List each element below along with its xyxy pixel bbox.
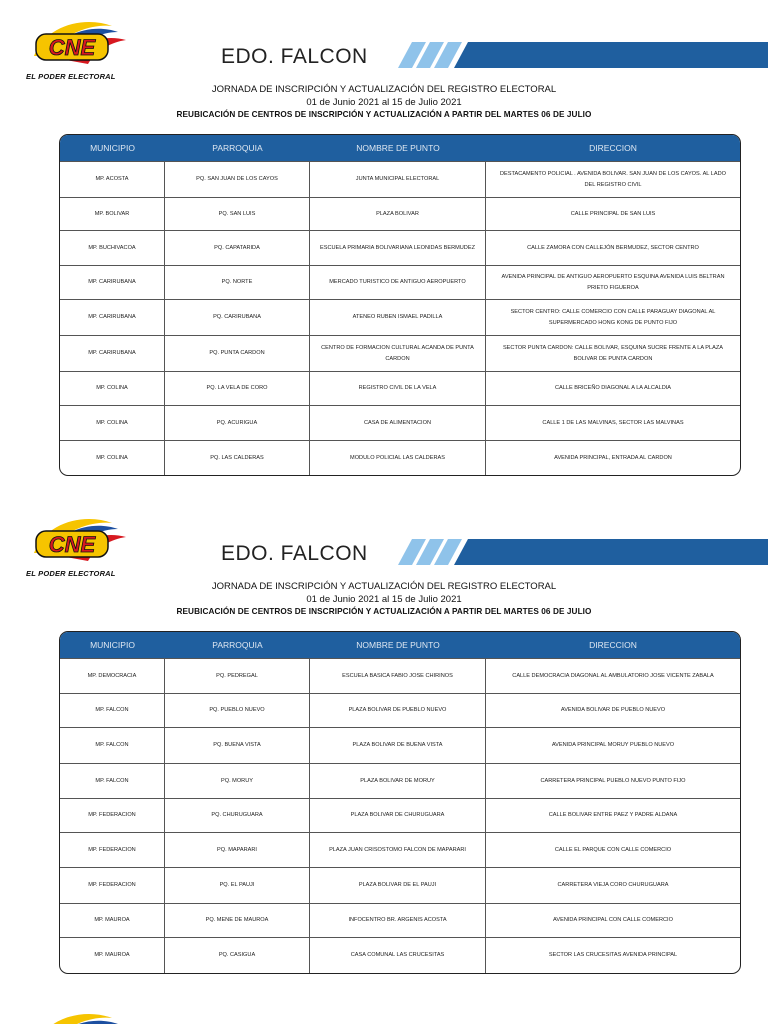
cell-municipio: MP. FEDERACION xyxy=(60,868,165,903)
cell-municipio: MP. CARIRUBANA xyxy=(60,300,165,335)
cell-parroquia: PQ. NORTE xyxy=(165,266,310,299)
cell-parroquia: PQ. PUNTA CARDON xyxy=(165,336,310,371)
cell-municipio: MP. FEDERACION xyxy=(60,799,165,832)
cell-municipio: MP. MAUROA xyxy=(60,938,165,973)
table-row xyxy=(60,658,740,693)
col-direccion: DIRECCION xyxy=(589,143,637,153)
relocation-notice: REUBICACIÓN DE CENTROS DE INSCRIPCIÓN Y ACTUALIZACIÓN A PARTIR DEL MARTES 06 DE JULIO xyxy=(176,110,592,119)
cell-direccion: CALLE BRICEÑO DIAGONAL A LA ALCALDIA xyxy=(554,385,672,391)
cell-punto: PLAZA JUAN CRISOSTOMO FALCON DE MAPARARI xyxy=(310,833,486,867)
cell-municipio: MP. FALCON xyxy=(60,694,165,727)
cell-direccion: CARRETERA PRINCIPAL PUEBLO NUEVO PUNTO FIJO xyxy=(540,777,686,784)
cell-parroquia: PQ. BUENA VISTA xyxy=(165,728,310,763)
table-row xyxy=(60,230,740,265)
cell-direccion: AVENIDA PRINCIPAL CON CALLE COMERCIO xyxy=(553,917,673,923)
cell-punto: PLAZA BOLIVAR DE BUENA VISTA xyxy=(310,728,486,763)
cell-direccion: AVENIDA PRINCIPAL MORUY PUEBLO NUEVO xyxy=(551,742,675,748)
table-row xyxy=(60,693,740,727)
cell-parroquia: PQ. MORUY xyxy=(165,764,310,798)
cell-parroquia: PQ. PEDREGAL xyxy=(165,659,310,693)
cne-logo-mark xyxy=(26,16,136,68)
header-stripes xyxy=(398,539,768,565)
document-page-1 xyxy=(0,0,768,497)
doc-heading: JORNADA DE INSCRIPCIÓN Y ACTUALIZACIÓN DEL REGISTRO ELECTORAL xyxy=(211,84,557,95)
table-row xyxy=(60,335,740,371)
cell-municipio: MP. FEDERACION xyxy=(60,833,165,867)
next-page-logo-fragment xyxy=(26,1008,136,1024)
state-title: EDO. FALCON xyxy=(221,45,368,68)
cell-punto: JUNTA MUNICIPAL ELECTORAL xyxy=(310,162,486,197)
cell-municipio: MP. BOLIVAR xyxy=(60,198,165,230)
cell-direccion: SECTOR LAS CRUCESITAS AVENIDA PRINCIPAL xyxy=(548,952,678,958)
cell-parroquia: PQ. SAN LUIS xyxy=(165,198,310,230)
date-range: 01 de Junio 2021 al 15 de Julio 2021 xyxy=(306,594,462,605)
cell-punto: PLAZA BOLIVAR DE CHURUGUARA xyxy=(310,799,486,832)
cell-municipio: MP. MAUROA xyxy=(60,904,165,937)
cell-direccion: SECTOR CENTRO: CALLE COMERCIO CON CALLE PARAGUAY DIAGONAL AL SUPERMERCADO HONG KONG DE PUNTO FIJO xyxy=(510,308,716,326)
cell-parroquia: PQ. LAS CALDERAS xyxy=(165,441,310,475)
cell-municipio: MP. FALCON xyxy=(60,728,165,763)
col-nombre-punto: NOMBRE DE PUNTO xyxy=(356,640,440,650)
cell-municipio: MP. BUCHIVACOA xyxy=(60,231,165,265)
table-row xyxy=(60,763,740,798)
cell-punto: INFOCENTRO BR. ARGENIS ACOSTA xyxy=(310,904,486,937)
relocation-notice: REUBICACIÓN DE CENTROS DE INSCRIPCIÓN Y ACTUALIZACIÓN A PARTIR DEL MARTES 06 DE JULIO xyxy=(176,607,592,616)
cell-direccion: DESTACAMENTO POLICIAL . AVENIDA BOLIVAR. SAN JUAN DE LOS CAYOS. AL LADO DEL REGISTRO CIVIL xyxy=(500,170,726,188)
cne-logo xyxy=(26,16,136,86)
cell-parroquia: PQ. EL PAUJI xyxy=(165,868,310,903)
col-municipio: MUNICIPIO xyxy=(90,640,135,650)
cell-punto: PLAZA BOLIVAR DE MORUY xyxy=(310,764,486,798)
table-row xyxy=(60,299,740,335)
cell-direccion: CALLE PRINCIPAL DE SAN LUIS xyxy=(570,210,656,217)
table-row xyxy=(60,867,740,903)
svg-text:CNE: CNE xyxy=(48,35,96,60)
header-stripes xyxy=(398,42,768,68)
cell-punto: PLAZA BOLIVAR DE EL PAUJI xyxy=(310,868,486,903)
cell-municipio: MP. CARIRUBANA xyxy=(60,336,165,371)
table-row xyxy=(60,161,740,197)
cell-parroquia: PQ. PUEBLO NUEVO xyxy=(165,694,310,727)
cell-parroquia: PQ. ACURIGUA xyxy=(165,406,310,440)
centers-table xyxy=(59,631,741,974)
date-range: 01 de Junio 2021 al 15 de Julio 2021 xyxy=(306,97,462,108)
cell-parroquia: PQ. LA VELA DE CORO xyxy=(165,372,310,405)
table-row xyxy=(60,903,740,937)
logo-tagline: EL PODER ELECTORAL xyxy=(26,72,116,81)
cell-direccion: AVENIDA BOLIVAR DE PUEBLO NUEVO xyxy=(560,707,666,713)
table-row xyxy=(60,265,740,299)
cell-parroquia: PQ. CASIGUA xyxy=(165,938,310,973)
cell-direccion: CALLE EL PARQUE CON CALLE COMERCIO xyxy=(554,846,672,853)
cell-direccion: CALLE DEMOCRACIA DIAGONAL AL AMBULATORIO JOSE VICENTE ZABALA xyxy=(512,672,714,679)
cell-punto: MODULO POLICIAL LAS CALDERAS xyxy=(310,441,486,475)
cne-logo xyxy=(26,513,136,583)
col-direccion: DIRECCION xyxy=(589,640,637,650)
table-row xyxy=(60,727,740,763)
cell-direccion: CALLE ZAMORA CON CALLEJÓN BERMUDEZ, SECTOR CENTRO xyxy=(527,244,699,251)
cell-punto: CASA COMUNAL LAS CRUCESITAS xyxy=(310,938,486,973)
logo-tagline: EL PODER ELECTORAL xyxy=(26,569,116,578)
col-parroquia: PARROQUIA xyxy=(212,640,263,650)
table-header xyxy=(60,135,740,161)
col-parroquia: PARROQUIA xyxy=(212,143,263,153)
cell-punto: MERCADO TURISTICO DE ANTIGUO AEROPUERTO xyxy=(310,266,486,299)
cne-logo-mark xyxy=(26,513,136,565)
table-row xyxy=(60,440,740,475)
cell-municipio: MP. DEMOCRACIA xyxy=(60,659,165,693)
cell-punto: PLAZA BOLIVAR xyxy=(310,198,486,230)
cell-punto: ESCUELA PRIMARIA BOLIVARIANA LEONIDAS BERMUDEZ xyxy=(310,231,486,265)
cell-punto: CENTRO DE FORMACION CULTURAL ACANDA DE PUNTA CARDON xyxy=(310,336,486,371)
cell-municipio: MP. FALCON xyxy=(60,764,165,798)
cell-direccion: CALLE 1 DE LAS MALVINAS, SECTOR LAS MALVINAS xyxy=(542,419,684,426)
cell-parroquia: PQ. SAN JUAN DE LOS CAYOS xyxy=(165,162,310,197)
cell-punto: REGISTRO CIVIL DE LA VELA xyxy=(310,372,486,405)
table-row xyxy=(60,197,740,230)
cell-punto: ESCUELA BASICA FABIO JOSE CHIRINOS xyxy=(310,659,486,693)
cell-municipio: MP. COLINA xyxy=(60,441,165,475)
col-municipio: MUNICIPIO xyxy=(90,143,135,153)
cell-parroquia: PQ. MENE DE MAUROA xyxy=(165,904,310,937)
cell-municipio: MP. ACOSTA xyxy=(60,162,165,197)
cell-municipio: MP. COLINA xyxy=(60,372,165,405)
cell-parroquia: PQ. CHURUGUARA xyxy=(165,799,310,832)
doc-heading: JORNADA DE INSCRIPCIÓN Y ACTUALIZACIÓN DEL REGISTRO ELECTORAL xyxy=(211,581,557,592)
cell-direccion: AVENIDA PRINCIPAL DE ANTIGUO AEROPUERTO ESQUINA AVENIDA LUIS BELTRAN PRIETO FIGUEROA xyxy=(501,273,725,291)
cell-direccion: CALLE BOLIVAR ENTRE PAEZ Y PADRE ALDANA xyxy=(548,812,678,818)
cell-parroquia: PQ. MAPARARI xyxy=(165,833,310,867)
centers-table xyxy=(59,134,741,476)
cell-punto: ATENEO RUBEN ISMAEL PADILLA xyxy=(310,300,486,335)
cell-municipio: MP. COLINA xyxy=(60,406,165,440)
table-row xyxy=(60,832,740,867)
table-header xyxy=(60,632,740,658)
state-title: EDO. FALCON xyxy=(221,542,368,565)
cell-municipio: MP. CARIRUBANA xyxy=(60,266,165,299)
cell-direccion: SECTOR PUNTA CARDON: CALLE BOLIVAR, ESQUINA SUCRE FRENTE A LA PLAZA BOLIVAR DE PUNTA CARDON xyxy=(502,344,724,362)
cell-parroquia: PQ. CAPATARIDA xyxy=(165,231,310,265)
cell-punto: PLAZA BOLIVAR DE PUEBLO NUEVO xyxy=(310,694,486,727)
table-row xyxy=(60,371,740,405)
table-row xyxy=(60,405,740,440)
cell-punto: CASA DE ALIMENTACION xyxy=(310,406,486,440)
table-row xyxy=(60,798,740,832)
cell-parroquia: PQ. CARIRUBANA xyxy=(165,300,310,335)
col-nombre-punto: NOMBRE DE PUNTO xyxy=(356,143,440,153)
cell-direccion: CARRETERA VIEJA CORO CHURUGUARA xyxy=(557,882,669,888)
svg-text:CNE: CNE xyxy=(48,532,96,557)
table-row xyxy=(60,937,740,973)
cell-direccion: AVENIDA PRINCIPAL, ENTRADA AL CARDON xyxy=(554,454,672,461)
document-page-2 xyxy=(0,497,768,994)
